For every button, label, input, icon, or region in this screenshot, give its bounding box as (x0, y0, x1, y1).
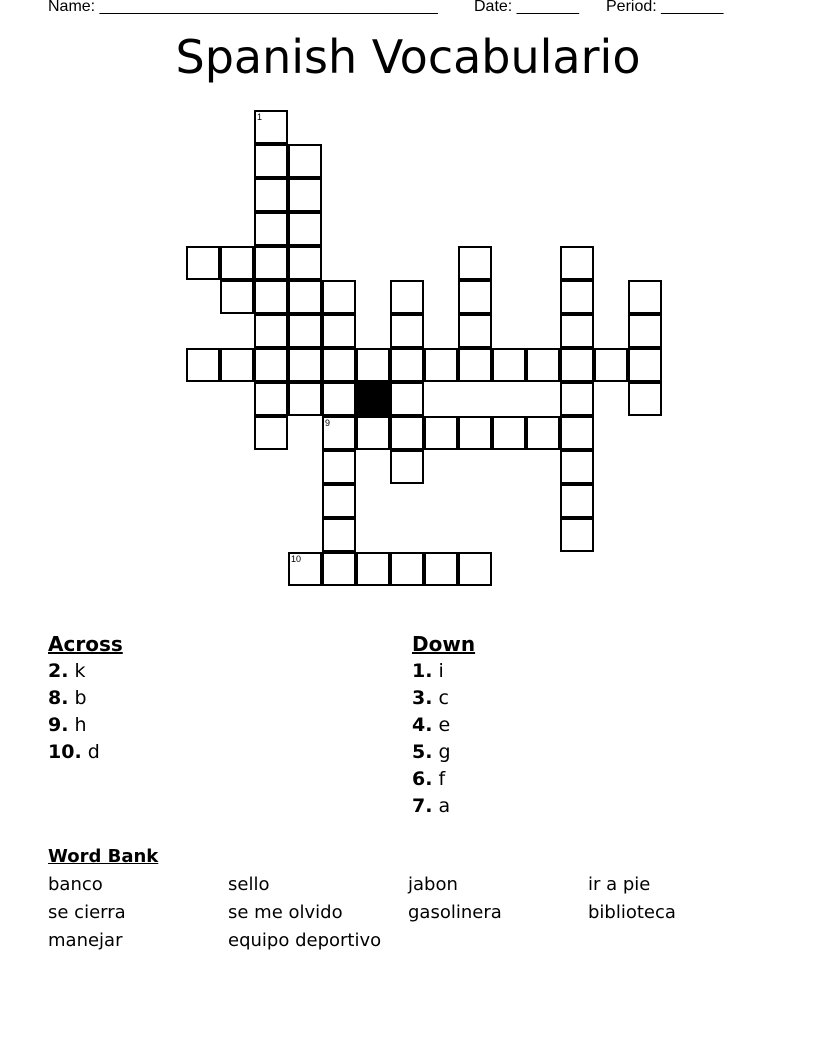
down-clue (412, 712, 475, 739)
word-bank-heading: Word Bank (48, 846, 159, 867)
page-title: Spanish Vocabulario (175, 30, 641, 84)
down-clue (412, 658, 475, 685)
crossword-cell[interactable] (254, 314, 288, 348)
crossword-cell[interactable] (254, 178, 288, 212)
clue-text: a (438, 795, 451, 817)
crossword-cell[interactable] (390, 280, 424, 314)
down-heading: Down (412, 632, 476, 656)
crossword-cell[interactable] (254, 212, 288, 246)
crossword-cell[interactable] (356, 348, 390, 382)
crossword-cell[interactable] (288, 382, 322, 416)
crossword-cell[interactable] (356, 552, 390, 586)
crossword-cell[interactable] (288, 552, 322, 586)
clue-number: 9 (325, 418, 331, 428)
down-clue-list (412, 658, 475, 820)
down-clue (412, 739, 475, 766)
clue-number-label: 3. (412, 687, 433, 709)
clue-number-label: 8. (48, 687, 69, 709)
clue-number: 1 (257, 112, 263, 122)
crossword-cell[interactable] (322, 484, 356, 518)
crossword-cell[interactable] (390, 450, 424, 484)
clue-number-label: 5. (412, 741, 433, 763)
clue-text: e (438, 714, 451, 736)
crossword-cell[interactable] (322, 280, 356, 314)
crossword-cell[interactable] (322, 314, 356, 348)
clue-text: d (87, 741, 100, 763)
crossword-cell[interactable] (628, 280, 662, 314)
crossword-cell[interactable] (254, 382, 288, 416)
word-bank-item: gasolinera (408, 902, 502, 923)
word-bank-item: se me olvido (228, 902, 343, 923)
name-field-label[interactable]: Name: ______________________________________ (48, 0, 438, 15)
crossword-cell[interactable] (356, 416, 390, 450)
clue-number-label: 4. (412, 714, 433, 736)
crossword-cell[interactable] (560, 484, 594, 518)
crossword-cell[interactable] (390, 348, 424, 382)
clue-number-label: 7. (412, 795, 433, 817)
word-bank-item: ir a pie (588, 874, 651, 895)
across-clue (48, 658, 123, 685)
word-bank-item: sello (228, 874, 270, 895)
clue-number: 10 (291, 554, 302, 564)
period-field-label[interactable]: Period: _______ (606, 0, 724, 15)
crossword-cell[interactable] (560, 518, 594, 552)
crossword-cell[interactable] (254, 246, 288, 280)
crossword-cell[interactable] (288, 144, 322, 178)
across-clue-list (48, 658, 123, 766)
crossword-cell[interactable] (288, 212, 322, 246)
word-bank-item: manejar (48, 930, 123, 951)
clue-text: i (438, 660, 444, 682)
crossword-cell[interactable] (254, 416, 288, 450)
clue-number-label: 1. (412, 660, 433, 682)
crossword-cell[interactable] (254, 348, 288, 382)
word-bank-item: jabon (408, 874, 458, 895)
crossword-cell[interactable] (390, 416, 424, 450)
crossword-cell[interactable] (424, 416, 458, 450)
crossword-black-cell (356, 382, 390, 416)
crossword-cell[interactable] (458, 246, 492, 280)
crossword-cell[interactable] (288, 178, 322, 212)
crossword-cell[interactable] (458, 552, 492, 586)
crossword-cell[interactable] (322, 348, 356, 382)
crossword-cell[interactable] (220, 246, 254, 280)
clue-text: c (438, 687, 449, 709)
crossword-cell[interactable] (560, 280, 594, 314)
across-heading: Across (48, 632, 123, 656)
crossword-cell[interactable] (186, 246, 220, 280)
crossword-cell[interactable] (322, 382, 356, 416)
across-clues (48, 630, 123, 766)
clue-number-label: 6. (412, 768, 433, 790)
clue-number-label: 10. (48, 741, 82, 763)
crossword-cell[interactable] (322, 552, 356, 586)
crossword-cell[interactable] (220, 280, 254, 314)
clue-text: k (74, 660, 86, 682)
crossword-cell[interactable] (220, 348, 254, 382)
crossword-cell[interactable] (560, 246, 594, 280)
crossword-cell[interactable] (322, 416, 356, 450)
clue-text: f (438, 768, 446, 790)
clue-text: h (74, 714, 87, 736)
word-bank-item: equipo deportivo (228, 930, 382, 951)
crossword-cell[interactable] (560, 450, 594, 484)
down-clue (412, 766, 475, 793)
crossword-cell[interactable] (288, 280, 322, 314)
crossword-cell[interactable] (390, 382, 424, 416)
clue-number-label: 2. (48, 660, 69, 682)
crossword-cell[interactable] (288, 246, 322, 280)
crossword-cell[interactable] (458, 280, 492, 314)
crossword-cell[interactable] (560, 314, 594, 348)
crossword-cell[interactable] (458, 314, 492, 348)
crossword-cell[interactable] (288, 348, 322, 382)
word-bank-item: biblioteca (588, 902, 676, 923)
clue-text: b (74, 687, 87, 709)
crossword-cell[interactable] (322, 450, 356, 484)
crossword-cell[interactable] (628, 382, 662, 416)
crossword-cell[interactable] (186, 348, 220, 382)
across-clue (48, 685, 123, 712)
crossword-cell[interactable] (628, 348, 662, 382)
clue-text: g (438, 741, 451, 763)
word-bank-item: se cierra (48, 902, 126, 923)
crossword-cell[interactable] (560, 382, 594, 416)
down-clue (412, 685, 475, 712)
crossword-cell[interactable] (594, 348, 628, 382)
across-clue (48, 712, 123, 739)
crossword-cell[interactable] (390, 552, 424, 586)
crossword-cell[interactable] (526, 348, 560, 382)
crossword-cell[interactable] (254, 144, 288, 178)
across-clue (48, 739, 123, 766)
crossword-cell[interactable] (560, 348, 594, 382)
crossword-cell[interactable] (560, 416, 594, 450)
down-clue (412, 793, 475, 820)
crossword-cell[interactable] (526, 416, 560, 450)
crossword-cell[interactable] (628, 314, 662, 348)
word-bank-item: banco (48, 874, 103, 895)
crossword-cell[interactable] (458, 348, 492, 382)
crossword-cell[interactable] (492, 416, 526, 450)
crossword-cell[interactable] (288, 314, 322, 348)
crossword-cell[interactable] (424, 348, 458, 382)
down-clues (412, 630, 475, 820)
crossword-cell[interactable] (458, 416, 492, 450)
crossword-cell[interactable] (322, 518, 356, 552)
crossword-cell[interactable] (492, 348, 526, 382)
crossword-cell[interactable] (254, 110, 288, 144)
crossword-cell[interactable] (390, 314, 424, 348)
crossword-cell[interactable] (424, 552, 458, 586)
crossword-cell[interactable] (254, 280, 288, 314)
clue-number-label: 9. (48, 714, 69, 736)
date-field-label[interactable]: Date: _______ (474, 0, 579, 15)
